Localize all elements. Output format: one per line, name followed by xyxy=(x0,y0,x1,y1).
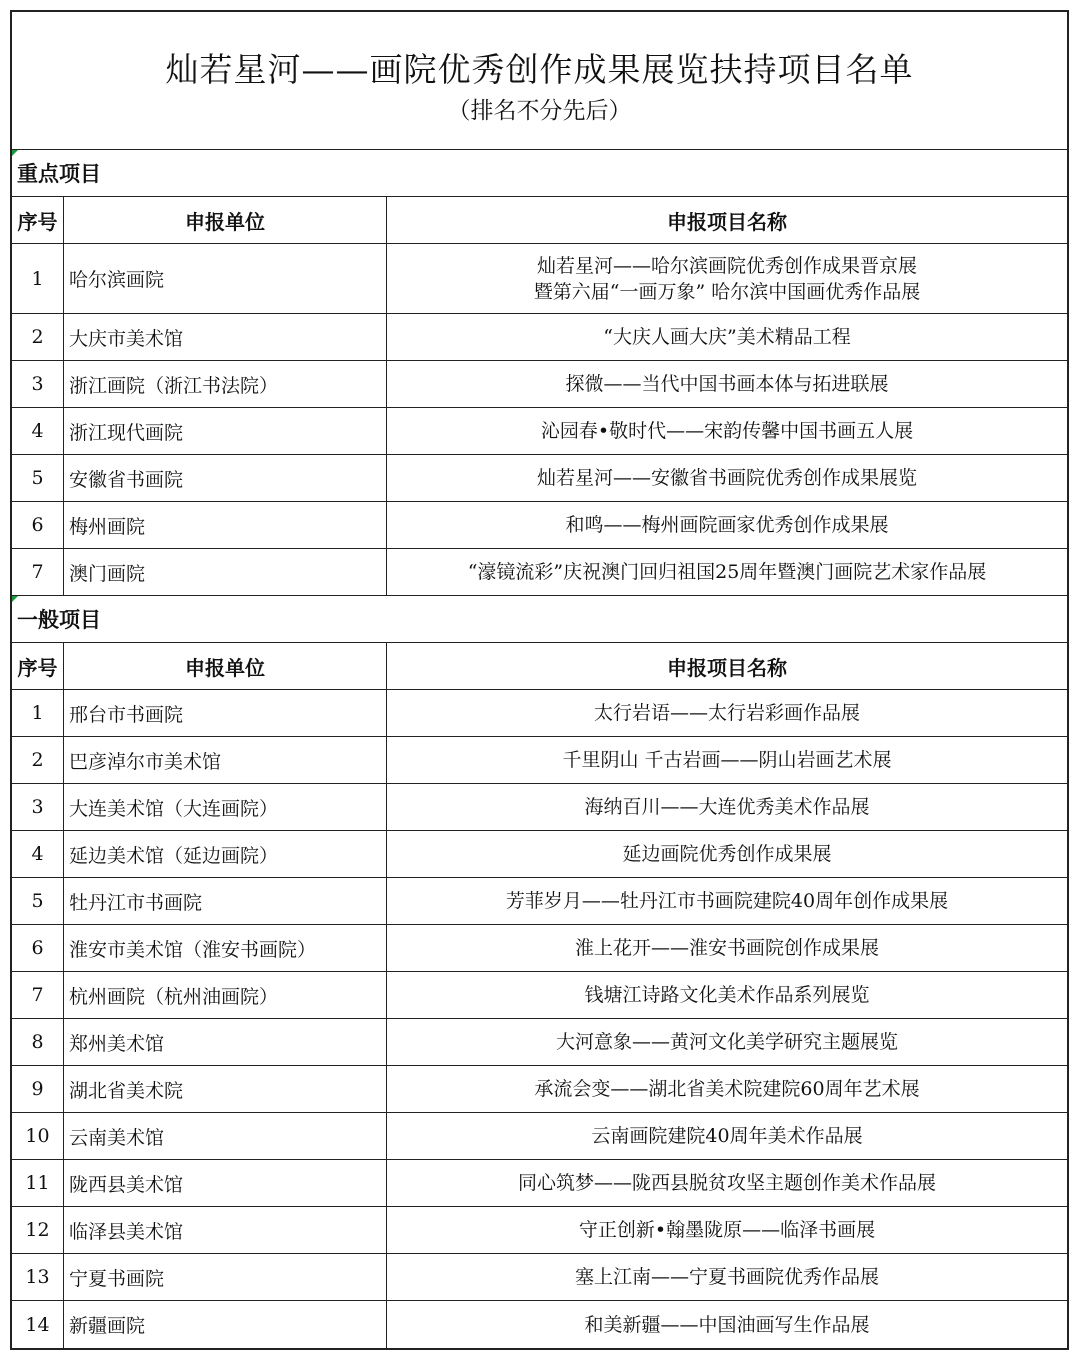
table-row xyxy=(12,1066,1067,1113)
applicant-unit-text: 梅州画院 xyxy=(69,515,146,538)
applicant-unit-text: 浙江现代画院 xyxy=(69,421,184,444)
row-number-text: 1 xyxy=(31,702,44,724)
project-name-line: 大河意象——黄河文化美学研究主题展览 xyxy=(555,1031,898,1053)
table-row xyxy=(12,737,1067,784)
table-row xyxy=(12,244,1067,314)
table-row xyxy=(12,690,1067,737)
project-name xyxy=(387,1160,1067,1206)
applicant-unit-text: 大连美术馆（大连画院） xyxy=(69,797,279,820)
project-name-line: 淮上花开——淮安书画院创作成果展 xyxy=(574,937,879,959)
header-unit-text: 申报单位 xyxy=(185,209,265,234)
project-name-lines xyxy=(468,559,987,585)
project-name-line: 灿若星河——哈尔滨画院优秀创作成果晋京展 xyxy=(536,254,917,277)
project-name xyxy=(387,737,1067,783)
applicant-unit xyxy=(64,737,387,783)
project-name-lines xyxy=(565,512,888,538)
section-title: 重点项目 xyxy=(17,161,101,186)
project-name-line: 太行岩语——太行岩彩画作品展 xyxy=(593,702,860,724)
applicant-unit xyxy=(64,878,387,924)
header-project-text: 申报项目名称 xyxy=(667,655,787,680)
table-row xyxy=(12,549,1067,596)
row-number xyxy=(12,361,64,407)
project-name xyxy=(387,878,1067,924)
header-unit xyxy=(64,643,387,689)
row-number-text: 2 xyxy=(31,749,44,771)
project-name-line: 延边画院优秀创作成果展 xyxy=(622,843,832,865)
table-row xyxy=(12,1301,1067,1348)
project-name-lines xyxy=(584,794,869,820)
row-number-text: 5 xyxy=(31,467,44,489)
applicant-unit xyxy=(64,244,387,313)
row-number-text: 9 xyxy=(31,1078,44,1100)
applicant-unit-text: 牡丹江市书画院 xyxy=(69,891,203,914)
applicant-unit-text: 安徽省书画院 xyxy=(69,468,184,491)
project-name-lines xyxy=(518,1170,936,1196)
section-header-row xyxy=(12,596,1067,643)
project-name-line: 钱塘江诗路文化美术作品系列展览 xyxy=(584,984,870,1006)
row-number-text: 6 xyxy=(31,937,44,959)
row-number xyxy=(12,1066,64,1112)
applicant-unit xyxy=(64,1207,387,1253)
project-name xyxy=(387,1066,1067,1112)
row-number-text: 13 xyxy=(25,1266,50,1288)
row-number-text: 11 xyxy=(25,1172,50,1194)
row-number-text: 8 xyxy=(31,1031,44,1053)
table-row xyxy=(12,784,1067,831)
project-name-lines xyxy=(562,747,891,773)
applicant-unit-text: 郑州美术馆 xyxy=(69,1032,165,1055)
project-name-lines xyxy=(506,888,948,914)
header-number xyxy=(12,197,64,243)
row-number xyxy=(12,1113,64,1159)
row-number xyxy=(12,831,64,877)
row-number-text: 10 xyxy=(25,1125,50,1147)
row-number xyxy=(12,737,64,783)
applicant-unit xyxy=(64,1019,387,1065)
row-number xyxy=(12,1301,64,1348)
project-name-line: 芳菲岁月——牡丹江市书画院建院40周年创作成果展 xyxy=(505,890,949,912)
table-row xyxy=(12,502,1067,549)
project-name xyxy=(387,1254,1067,1300)
project-name xyxy=(387,925,1067,971)
table-row xyxy=(12,1160,1067,1207)
project-name xyxy=(387,831,1067,877)
section-title: 一般项目 xyxy=(17,607,101,632)
applicant-unit-text: 陇西县美术馆 xyxy=(69,1173,184,1196)
project-name-line: “濠镜流彩”庆祝澳门回归祖国25周年暨澳门画院艺术家作品展 xyxy=(467,561,987,583)
section-header-row xyxy=(12,150,1067,197)
row-number xyxy=(12,690,64,736)
project-name-line: 千里阴山 千古岩画——阴山岩画艺术展 xyxy=(562,749,892,771)
applicant-unit xyxy=(64,1160,387,1206)
applicant-unit xyxy=(64,1301,387,1348)
row-number xyxy=(12,1160,64,1206)
applicant-unit xyxy=(64,455,387,501)
header-unit-text: 申报单位 xyxy=(185,655,265,680)
applicant-unit-text: 宁夏书画院 xyxy=(69,1267,165,1290)
row-number xyxy=(12,784,64,830)
row-number xyxy=(12,455,64,501)
applicant-unit xyxy=(64,549,387,595)
project-name-lines xyxy=(579,1217,875,1243)
table-row xyxy=(12,1207,1067,1254)
applicant-unit-text: 澳门画院 xyxy=(69,562,146,585)
applicant-unit xyxy=(64,502,387,548)
applicant-unit-text: 大庆市美术馆 xyxy=(69,327,184,350)
column-header-row xyxy=(12,643,1067,690)
project-name xyxy=(387,1019,1067,1065)
applicant-unit xyxy=(64,831,387,877)
applicant-unit xyxy=(64,1066,387,1112)
header-number-text: 序号 xyxy=(17,209,58,234)
project-name xyxy=(387,244,1067,313)
applicant-unit-text: 邢台市书画院 xyxy=(69,703,184,726)
project-name-lines xyxy=(584,1312,869,1338)
table-row xyxy=(12,1019,1067,1066)
document-subtitle: （排名不分先后） xyxy=(447,98,632,124)
applicant-unit-text: 浙江画院（浙江书法院） xyxy=(69,374,279,397)
row-number xyxy=(12,502,64,548)
applicant-unit xyxy=(64,925,387,971)
table-row xyxy=(12,1254,1067,1301)
row-number-text: 4 xyxy=(31,420,44,442)
project-name-line: 探微——当代中国书画本体与拓进联展 xyxy=(565,373,889,395)
row-number-text: 14 xyxy=(25,1313,50,1336)
project-name-line: 沁园春•敬时代——宋韵传馨中国书画五人展 xyxy=(540,420,914,442)
row-number-text: 4 xyxy=(31,843,44,865)
project-name-lines xyxy=(591,1123,862,1149)
row-number xyxy=(12,244,64,313)
row-number xyxy=(12,549,64,595)
project-name-line: 承流会变——湖北省美术院建院60周年艺术展 xyxy=(534,1078,920,1100)
project-name-lines xyxy=(534,1076,919,1102)
project-name xyxy=(387,361,1067,407)
applicant-unit xyxy=(64,784,387,830)
header-project-text: 申报项目名称 xyxy=(667,209,787,234)
project-name-line: 和美新疆——中国油画写生作品展 xyxy=(584,1313,870,1336)
project-name-lines xyxy=(575,1264,879,1290)
header-project xyxy=(387,643,1067,689)
applicant-unit xyxy=(64,1113,387,1159)
project-name-line: 塞上江南——宁夏书画院优秀作品展 xyxy=(574,1266,879,1288)
project-name xyxy=(387,455,1067,501)
project-name-lines xyxy=(541,418,913,444)
column-header-row xyxy=(12,197,1067,244)
project-list-table xyxy=(10,10,1069,1350)
project-name xyxy=(387,690,1067,736)
row-number-text: 5 xyxy=(31,890,44,912)
project-name xyxy=(387,549,1067,595)
project-name xyxy=(387,972,1067,1018)
table-row xyxy=(12,831,1067,878)
project-name-line: 守正创新•翰墨陇原——临泽书画展 xyxy=(578,1219,876,1241)
project-name-line: 灿若星河——安徽省书画院优秀创作成果展览 xyxy=(536,467,917,489)
table-row xyxy=(12,455,1067,502)
table-row xyxy=(12,361,1067,408)
table-row xyxy=(12,408,1067,455)
project-name xyxy=(387,784,1067,830)
applicant-unit-text: 巴彦淖尔市美术馆 xyxy=(69,750,222,773)
row-number xyxy=(12,1254,64,1300)
applicant-unit xyxy=(64,314,387,360)
project-name-line: “大庆人画大庆”美术精品工程 xyxy=(603,326,851,348)
row-number-text: 1 xyxy=(31,267,44,290)
project-name xyxy=(387,1113,1067,1159)
applicant-unit xyxy=(64,1254,387,1300)
project-name xyxy=(387,1207,1067,1253)
table-row xyxy=(12,972,1067,1019)
project-name-line: 海纳百川——大连优秀美术作品展 xyxy=(584,796,870,818)
table-row xyxy=(12,1113,1067,1160)
project-name-lines xyxy=(565,371,888,397)
row-number xyxy=(12,1019,64,1065)
row-number-text: 12 xyxy=(25,1219,50,1241)
applicant-unit xyxy=(64,361,387,407)
header-project xyxy=(387,197,1067,243)
table-row xyxy=(12,925,1067,972)
row-number-text: 6 xyxy=(31,514,44,536)
project-name-line: 同心筑梦——陇西县脱贫攻坚主题创作美术作品展 xyxy=(517,1172,936,1194)
project-name-lines xyxy=(603,324,850,350)
table-row xyxy=(12,878,1067,925)
applicant-unit-text: 云南美术馆 xyxy=(69,1126,165,1149)
row-number xyxy=(12,1207,64,1253)
project-name-lines xyxy=(534,253,920,305)
row-number-text: 7 xyxy=(31,561,44,583)
header-unit xyxy=(64,197,387,243)
project-name xyxy=(387,1301,1067,1348)
row-number-text: 3 xyxy=(31,373,44,395)
applicant-unit xyxy=(64,972,387,1018)
document-title: 灿若星河——画院优秀创作成果展览扶持项目名单 xyxy=(165,50,914,89)
row-number xyxy=(12,314,64,360)
applicant-unit-text: 新疆画院 xyxy=(69,1315,146,1337)
applicant-unit-text: 哈尔滨画院 xyxy=(69,269,165,291)
applicant-unit-text: 淮安市美术馆（淮安书画院） xyxy=(69,938,317,961)
project-name xyxy=(387,408,1067,454)
project-name-line: 和鸣——梅州画院画家优秀创作成果展 xyxy=(565,514,889,536)
applicant-unit-text: 湖北省美术院 xyxy=(69,1079,184,1102)
project-name xyxy=(387,314,1067,360)
project-name-lines xyxy=(622,841,831,867)
project-name-line: 暨第六届“一画万象” 哈尔滨中国画优秀作品展 xyxy=(533,280,921,303)
project-name-lines xyxy=(584,982,869,1008)
applicant-unit-text: 杭州画院（杭州油画院） xyxy=(69,985,279,1008)
project-name xyxy=(387,502,1067,548)
row-number xyxy=(12,925,64,971)
row-number xyxy=(12,972,64,1018)
table-row xyxy=(12,314,1067,361)
project-name-lines xyxy=(556,1029,898,1055)
row-number xyxy=(12,878,64,924)
applicant-unit xyxy=(64,690,387,736)
row-number xyxy=(12,408,64,454)
row-number-text: 2 xyxy=(31,326,44,348)
project-name-lines xyxy=(594,700,860,726)
row-number-text: 3 xyxy=(31,796,44,818)
project-name-line: 云南画院建院40周年美术作品展 xyxy=(591,1125,863,1147)
header-number-text: 序号 xyxy=(17,655,58,680)
applicant-unit-text: 延边美术馆（延边画院） xyxy=(69,844,279,867)
applicant-unit xyxy=(64,408,387,454)
project-name-lines xyxy=(575,935,879,961)
project-name-lines xyxy=(537,465,917,491)
applicant-unit-text: 临泽县美术馆 xyxy=(69,1220,184,1243)
row-number-text: 7 xyxy=(31,984,44,1006)
header-number xyxy=(12,643,64,689)
title-block xyxy=(12,12,1067,150)
